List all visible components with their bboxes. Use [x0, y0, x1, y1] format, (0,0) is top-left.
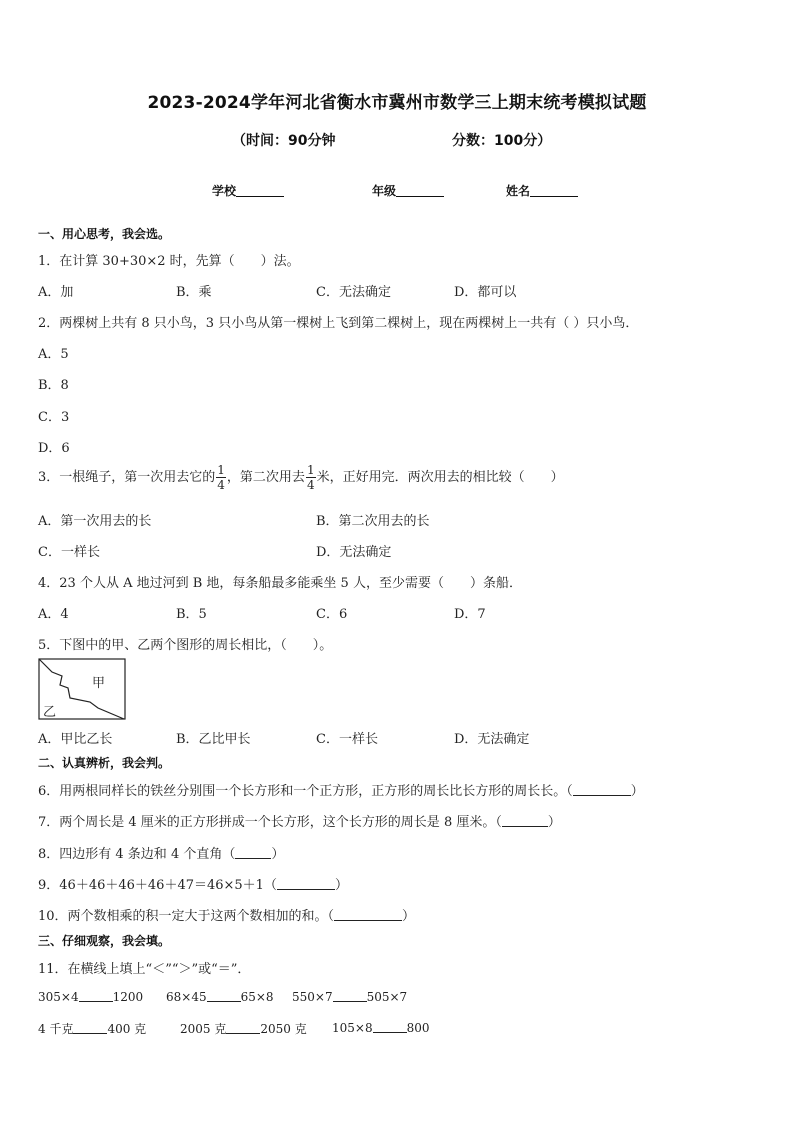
q1-option-d[interactable]: D．都可以 [454, 285, 517, 300]
q3-option-b[interactable]: B．第二次用去的长 [316, 514, 430, 529]
section-3-heading: 三、仔细观察，我会填。 [38, 934, 171, 948]
comparison-item: 2005 克 2050 克 [180, 1022, 307, 1036]
q5-option-d[interactable]: D．无法确定 [454, 732, 530, 747]
perimeter-figure [38, 658, 126, 720]
q1-option-c[interactable]: C．无法确定 [316, 285, 391, 300]
question-9: 9．46＋46＋46＋46＋47＝46×5＋1（ ） [38, 878, 348, 893]
q5-option-c[interactable]: C．一样长 [316, 732, 378, 747]
question-10: 10．两个数相乘的积一定大于这两个数相加的和。（ ） [38, 909, 416, 924]
question-7: 7．两个周长是 4 厘米的正方形拼成一个长方形，这个长方形的周长是 8 厘米。（ ） [38, 815, 561, 830]
comparison-item: 305×4 1200 [38, 990, 144, 1004]
exam-time: （时间：90分钟 [232, 133, 336, 149]
question-4-stem: 4．23 个人从 A 地过河到 B 地，每条船最多能乘坐 5 人，至少需要（ ）条船． [38, 576, 522, 591]
q1-option-a[interactable]: A．加 [38, 285, 74, 300]
q3-text-part2: ，第二次用去 [226, 470, 305, 485]
fraction-one-quarter: $\frac{1}{4}$ [217, 463, 225, 492]
grade-label: 年级 [372, 184, 397, 198]
q4-option-a[interactable]: A．4 [38, 607, 69, 622]
comparison-blank[interactable] [333, 989, 367, 1002]
question-6: 6．用两根同样长的铁丝分别围一个长方形和一个正方形，正方形的周长比长方形的周长长。（ ） [38, 784, 644, 799]
comparison-blank[interactable] [373, 1020, 407, 1033]
q6-answer-blank[interactable] [573, 783, 631, 796]
q2-option-a[interactable]: A．5 [38, 347, 69, 362]
q8-answer-blank[interactable] [235, 846, 271, 859]
section-1-heading: 一、用心思考，我会选。 [38, 227, 171, 241]
q4-option-c[interactable]: C．6 [316, 607, 348, 622]
comparison-blank[interactable] [226, 1021, 260, 1034]
q3-text-part1: 3．一根绳子，第一次用去它的 [38, 470, 216, 485]
comparison-item: 68×45 65×8 [166, 990, 274, 1004]
q2-option-b[interactable]: B．8 [38, 378, 69, 393]
school-field[interactable] [212, 182, 284, 199]
label-yi: 乙 [43, 705, 57, 720]
grade-field[interactable] [372, 182, 444, 199]
question-11-stem: 11．在横线上填上“＜”“＞”或“＝”． [38, 962, 251, 977]
label-jia: 甲 [92, 676, 106, 691]
name-field[interactable] [506, 182, 578, 199]
q3-option-c[interactable]: C．一样长 [38, 545, 100, 560]
q3-option-d[interactable]: D．无法确定 [316, 545, 392, 560]
exam-score: 分数：100分） [452, 133, 552, 149]
q1-option-b[interactable]: B．乘 [176, 285, 212, 300]
q10-answer-blank[interactable] [334, 908, 402, 921]
q5-option-b[interactable]: B．乙比甲长 [176, 732, 251, 747]
comparison-blank[interactable] [207, 989, 241, 1002]
q2-option-c[interactable]: C．3 [38, 410, 70, 425]
question-1-stem: 1．在计算 30+30×2 时，先算（ ）法。 [38, 254, 300, 269]
q7-answer-blank[interactable] [502, 814, 548, 827]
comparison-item: 4 千克 400 克 [38, 1022, 147, 1036]
question-8: 8．四边形有 4 条边和 4 个直角（ ） [38, 847, 285, 862]
exam-title: 2023-2024学年河北省衡水市冀州市数学三上期末统考模拟试题 [147, 93, 647, 113]
question-3-stem [38, 464, 564, 491]
q5-option-a[interactable]: A．甲比乙长 [38, 732, 113, 747]
comparison-item: 550×7 505×7 [292, 990, 408, 1004]
q9-answer-blank[interactable] [277, 877, 335, 890]
q4-option-b[interactable]: B．5 [176, 607, 207, 622]
comparison-blank[interactable] [73, 1021, 107, 1034]
comparison-item: 105×8 800 [332, 1021, 430, 1035]
q4-option-d[interactable]: D．7 [454, 607, 486, 622]
q3-option-a[interactable]: A．第一次用去的长 [38, 514, 152, 529]
question-5-stem: 5．下图中的甲、乙两个图形的周长相比，（ ）。 [38, 638, 333, 653]
q2-option-d[interactable]: D．6 [38, 441, 70, 456]
fraction-one-quarter-meter: $\frac{1}{4}$ [306, 463, 315, 492]
comparison-blank[interactable] [79, 989, 113, 1002]
section-2-heading: 二、认真辨析，我会判。 [38, 756, 171, 770]
school-label: 学校 [212, 184, 237, 198]
q3-text-part3: 米，正好用完．两次用去的相比较（ ） [316, 470, 564, 485]
question-2-stem: 2．两棵树上共有 8 只小鸟，3 只小鸟从第一棵树上飞到第二棵树上，现在两棵树上一共有（ ）只小鸟． [38, 316, 639, 331]
name-label: 姓名 [506, 184, 531, 198]
